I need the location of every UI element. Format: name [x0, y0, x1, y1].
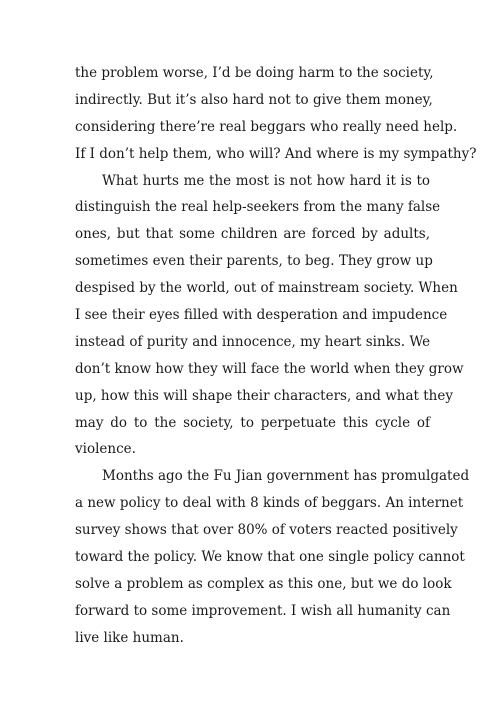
text-line: distinguish the real help-seekers from the many false — [75, 199, 441, 216]
text-line: forward to some improvement. I wish all humanity can — [75, 602, 451, 619]
text-line: If I don’t help them, who will? And where is my sympathy? — [75, 145, 477, 162]
text-line: considering there’re real beggars who really need help. — [75, 118, 458, 135]
text-line: Months ago the Fu Jian government has promulgated — [102, 468, 470, 485]
text-line: a new policy to deal with 8 kinds of beggars. An internet — [75, 495, 464, 512]
text-line: sometimes even their parents, to beg. They grow up — [75, 253, 433, 270]
text-line: despised by the world, out of mainstream society. When — [75, 280, 458, 297]
text-line: may do to the society, to perpetuate this cycle of — [75, 414, 430, 431]
body-text — [75, 60, 477, 652]
text-line: don’t know how they will face the world when they grow — [75, 360, 464, 377]
text-line: live like human. — [75, 629, 184, 646]
text-line: indirectly. But it’s also hard not to give them money, — [75, 91, 433, 108]
text-line: ones, but that some children are forced by adults, — [75, 226, 430, 243]
text-line: instead of purity and innocence, my heart sinks. We — [75, 333, 431, 350]
text-line: I see their eyes filled with desperation and impudence — [75, 307, 448, 324]
text-line: survey shows that over 80% of voters reacted positively — [75, 522, 458, 539]
text-line: What hurts me the most is not how hard it is to — [102, 172, 430, 189]
text-line: solve a problem as complex as this one, but we do look — [75, 575, 452, 592]
text-line: toward the policy. We know that one single policy cannot — [75, 549, 465, 566]
text-line: violence. — [75, 441, 136, 458]
text-line: up, how this will shape their characters, and what they — [75, 387, 453, 404]
text-line: the problem worse, I’d be doing harm to the society, — [75, 65, 434, 81]
